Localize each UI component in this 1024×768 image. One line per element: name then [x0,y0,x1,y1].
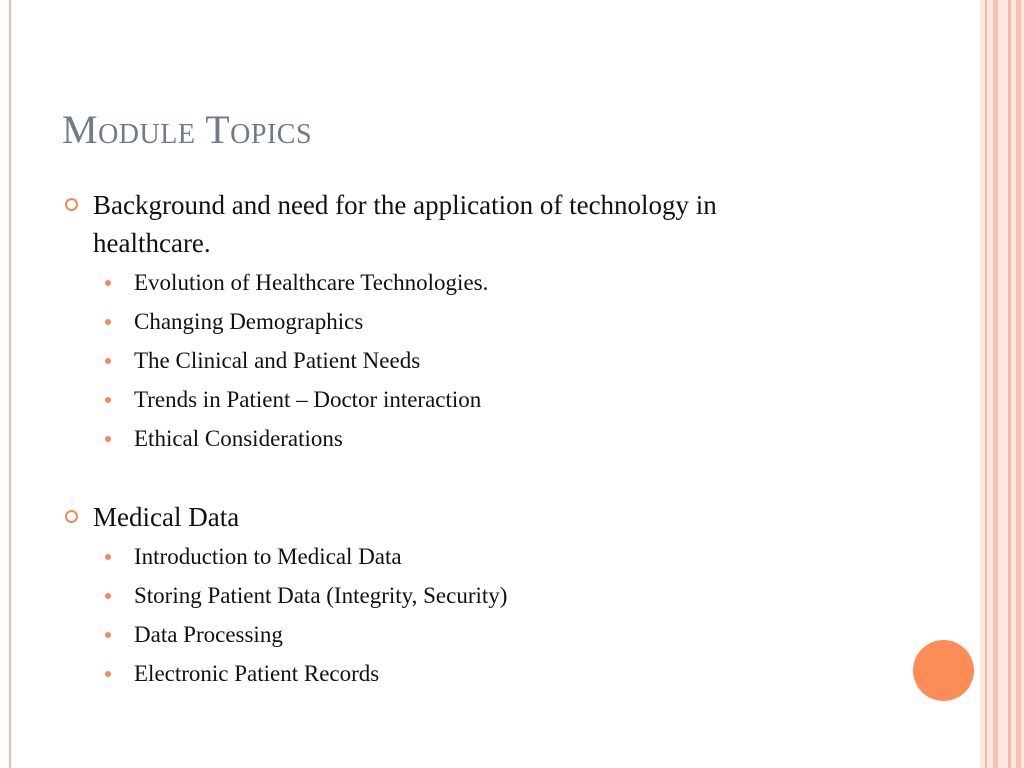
dot-bullet-icon [105,632,111,638]
subtopic-item [93,543,762,582]
subtopic-text: Trends in Patient – Doctor interaction [134,387,482,412]
topic-text: Background and need for the application of technology in healthcare. [93,190,717,258]
decorative-circle [913,640,974,701]
subtopic-item [93,621,762,660]
subtopic-item [93,660,762,699]
subtopic-item [93,425,762,464]
dot-bullet-icon [105,280,111,286]
subtopic-item [93,582,762,621]
right-stripe [985,0,987,768]
subtopic-text: Introduction to Medical Data [134,544,402,569]
subtopic-text: Ethical Considerations [134,426,343,451]
slide-title: Module Topics [62,107,313,152]
dot-bullet-icon [105,554,111,560]
subtopic-item [93,347,762,386]
left-frame-line [9,0,11,768]
topic-item [62,186,762,464]
dot-bullet-icon [105,436,111,442]
topic-text: Medical Data [93,502,240,532]
topic-list [62,186,762,699]
dot-bullet-icon [105,671,111,677]
subtopic-list [93,543,762,699]
ring-bullet-icon [65,198,78,211]
dot-bullet-icon [105,593,111,599]
subtopic-list [93,269,762,464]
right-stripe [1016,0,1021,768]
subtopic-text: Changing Demographics [134,309,364,334]
subtopic-item [93,308,762,347]
topic-item [62,498,762,699]
subtopic-item [93,269,762,308]
dot-bullet-icon [105,319,111,325]
dot-bullet-icon [105,397,111,403]
dot-bullet-icon [105,358,111,364]
ring-bullet-icon [65,510,78,523]
subtopic-text: Evolution of Healthcare Technologies. [134,270,489,295]
subtopic-text: Electronic Patient Records [134,661,380,686]
subtopic-text: The Clinical and Patient Needs [134,348,421,373]
right-stripe [1008,0,1011,768]
subtopic-text: Storing Patient Data (Integrity, Security) [134,583,508,608]
subtopic-item [93,386,762,425]
right-stripe [993,0,998,768]
subtopic-text: Data Processing [134,622,283,647]
